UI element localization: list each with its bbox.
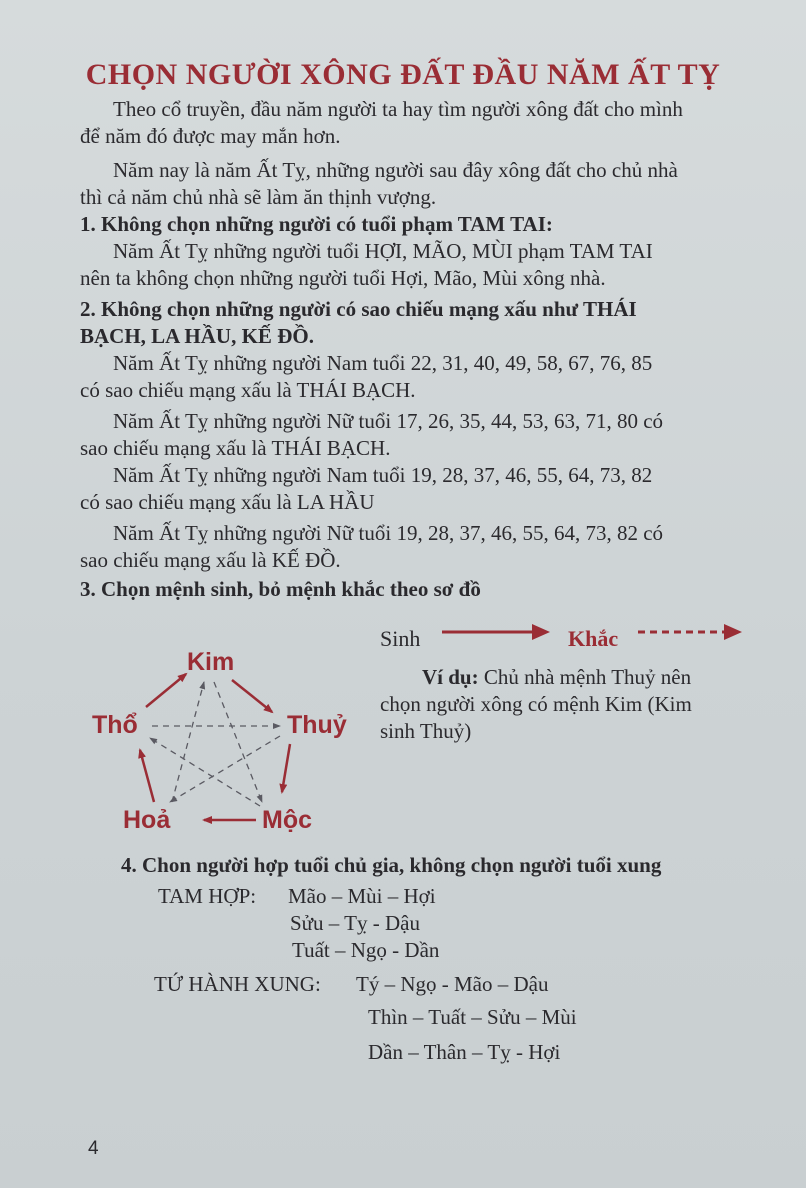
tam-hop-line-3: Tuất – Ngọ - Dần — [292, 938, 440, 962]
section-2-line-3: Năm Ất Tỵ những người Nữ tuổi 17, 26, 35, 44, 53, 63, 71, 80 có — [113, 409, 664, 433]
section-2-line-5: Năm Ất Tỵ những người Nam tuổi 19, 28, 37, 46, 55, 64, 73, 82 — [113, 463, 653, 487]
section-2-line-4: sao chiếu mạng xấu là THÁI BẠCH. — [80, 436, 391, 460]
tu-hanh-xung-line-3: Dần – Thân – Tỵ - Hợi — [368, 1040, 561, 1064]
intro-line-3: Năm nay là năm Ất Tỵ, những người sau đây xông đất cho chủ nhà — [113, 158, 678, 182]
section-2-line-6: có sao chiếu mạng xấu là LA HẦU — [80, 490, 375, 514]
element-hoa: Hoả — [123, 806, 171, 834]
example-label: Ví dụ: — [422, 665, 479, 689]
tu-hanh-xung-line-2: Thìn – Tuất – Sửu – Mùi — [368, 1005, 577, 1029]
legend-sinh-label: Sinh — [380, 626, 421, 651]
section-2-line-2: có sao chiếu mạng xấu là THÁI BẠCH. — [80, 378, 416, 402]
element-moc: Mộc — [262, 806, 312, 834]
legend-khac-arrow — [636, 620, 746, 644]
section-2-line-7: Năm Ất Tỵ những người Nữ tuổi 19, 28, 37, 46, 55, 64, 73, 82 có — [113, 521, 664, 545]
example-text: Chủ nhà mệnh Thuỷ nên — [478, 665, 692, 689]
section-4-heading: 4. Chon người hợp tuổi chủ gia, không chọn người tuổi xung — [121, 853, 662, 877]
tam-hop-line-1: Mão – Mùi – Hợi — [288, 884, 436, 908]
intro-line-1: Theo cổ truyền, đầu năm người ta hay tìm người xông đất cho mình — [113, 97, 683, 121]
tam-hop-line-2: Sửu – Tỵ - Dậu — [290, 911, 420, 935]
sinh-arrow-tho-kim — [146, 674, 186, 707]
element-kim: Kim — [187, 648, 235, 676]
page-title: CHỌN NGƯỜI XÔNG ĐẤT ĐẦU NĂM ẤT TỴ — [85, 58, 721, 91]
legend-sinh-arrow — [440, 620, 552, 644]
element-thuy: Thuỷ — [287, 711, 347, 739]
tu-hanh-xung-line-1: Tý – Ngọ - Mão – Dậu — [356, 972, 549, 996]
tam-hop-label: TAM HỢP: — [158, 884, 257, 908]
example-line-2: chọn người xông có mệnh Kim (Kim — [380, 692, 692, 716]
section-2-line-8: sao chiếu mạng xấu là KẾ ĐỒ. — [80, 548, 341, 572]
section-2-heading-line-2: BẠCH, LA HẦU, KẾ ĐỒ. — [80, 324, 314, 348]
five-elements-diagram — [80, 640, 370, 850]
khac-arrow-kim-moc — [214, 682, 262, 802]
section-1-line-2: nên ta không chọn những người tuổi Hợi, Mão, Mùi xông nhà. — [80, 266, 606, 290]
intro-line-2: để năm đó được may mắn hơn. — [80, 124, 341, 148]
khac-arrow-moc-tho — [150, 738, 260, 806]
section-1-line-1: Năm Ất Tỵ những người tuổi HỢI, MÃO, MÙI phạm TAM TAI — [113, 239, 653, 263]
example-line-1 — [422, 664, 691, 691]
legend-khac-label: Khắc — [568, 626, 619, 651]
page-number: 4 — [88, 1138, 99, 1159]
section-1-heading: 1. Không chọn những người có tuổi phạm TAM TAI: — [80, 212, 553, 236]
tu-hanh-xung-label: TỨ HÀNH XUNG: — [154, 972, 321, 996]
sinh-arrow-thuy-moc — [282, 744, 290, 792]
sinh-arrow-kim-thuy — [232, 680, 272, 712]
example-line-3: sinh Thuỷ) — [380, 719, 472, 743]
sinh-arrow-hoa-tho — [140, 750, 154, 802]
element-tho: Thổ — [92, 711, 138, 739]
intro-line-4: thì cả năm chủ nhà sẽ làm ăn thịnh vượng. — [80, 185, 437, 209]
section-2-heading-line-1: 2. Không chọn những người có sao chiếu mạng xấu như THÁI — [80, 297, 637, 321]
section-3-heading: 3. Chọn mệnh sinh, bỏ mệnh khắc theo sơ đồ — [80, 577, 481, 601]
section-2-line-1: Năm Ất Tỵ những người Nam tuổi 22, 31, 40, 49, 58, 67, 76, 85 — [113, 351, 653, 375]
